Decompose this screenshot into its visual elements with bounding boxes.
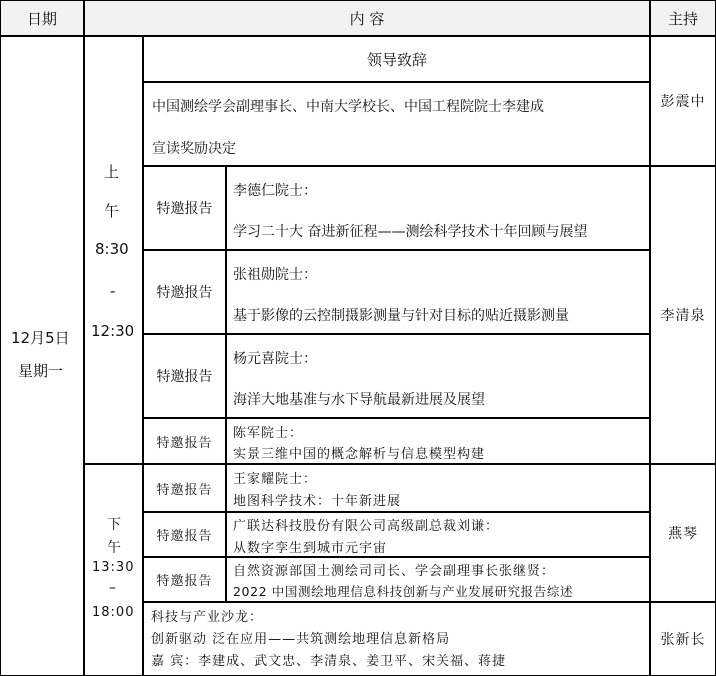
date-cell (0, 36, 84, 676)
afternoon-dash: – (109, 580, 116, 596)
session-detail-cell (143, 82, 650, 166)
report-topic: 2022 中国测绘地理信息科技创新与产业发展研究报告综述 (233, 584, 574, 599)
morning-dash: - (110, 282, 116, 300)
date-text: 12月5日 (11, 329, 70, 347)
report-label: 特邀报告 (143, 250, 226, 334)
report-topic: 基于影像的云控制摄影测量与针对目标的贴近摄影测量 (233, 308, 569, 324)
report-topic: 实景三维中国的概念解析与信息模型构建 (233, 447, 486, 462)
salon-line-1: 科技与产业沙龙： (151, 610, 264, 625)
host-cell: 彭震中 (650, 36, 716, 166)
report-speaker: 李德仁院士： (233, 183, 317, 199)
session-line-2: 宣读奖励决定 (152, 141, 236, 157)
report-label: 特邀报告 (143, 557, 226, 602)
report-label: 特邀报告 (143, 464, 226, 512)
report-label: 特邀报告 (143, 418, 226, 464)
morning-time-cell (84, 36, 143, 464)
report-speaker: 王家耀院士： (233, 472, 318, 487)
report-speaker: 陈军院士： (233, 426, 304, 441)
report-content (226, 166, 650, 250)
afternoon-label-2: 午 (107, 540, 121, 556)
session-title-cell (143, 36, 650, 82)
host-cell: 燕琴 (650, 464, 716, 602)
report-content (226, 557, 650, 602)
afternoon-start: 13:30 (92, 560, 135, 575)
afternoon-time-cell (84, 464, 143, 676)
session-title: 领导致辞 (367, 51, 428, 69)
report-label: 特邀报告 (143, 166, 226, 250)
afternoon-label-1: 下 (107, 517, 121, 533)
report-content (226, 464, 650, 512)
morning-label-2: 午 (104, 202, 120, 220)
host-cell: 张新长 (650, 602, 716, 676)
report-content (226, 250, 650, 334)
report-content (226, 334, 650, 418)
afternoon-end: 18:00 (92, 605, 135, 620)
report-speaker: 杨元喜院士： (233, 351, 317, 367)
header-date: 日期 (0, 0, 84, 36)
session-line-1: 中国测绘学会副理事长、中南大学校长、中国工程院院士李建成 (152, 99, 544, 115)
report-topic: 从数字孪生到城市元宇宙 (233, 541, 388, 556)
report-content (226, 512, 650, 557)
weekday-text: 星期一 (18, 362, 64, 380)
report-label: 特邀报告 (143, 334, 226, 418)
report-content (226, 418, 650, 464)
report-speaker: 自然资源部国土测绘司司长、学会副理事长张继贤： (233, 564, 556, 579)
report-speaker: 广联达科技股份有限公司高级副总裁刘谦： (233, 519, 500, 534)
morning-end: 12:30 (91, 322, 135, 340)
host-cell: 李清泉 (650, 166, 716, 464)
salon-line-2: 创新驱动 泛在应用——共筑测绘地理信息新格局 (151, 632, 451, 647)
morning-label-1: 上 (104, 163, 120, 181)
report-speaker: 张祖勋院士： (233, 267, 317, 283)
header-host: 主持 (650, 0, 716, 36)
header-content: 内 容 (84, 0, 650, 36)
salon-cell (143, 602, 650, 676)
report-topic: 海洋大地基准与水下导航最新进展及展望 (233, 392, 485, 408)
salon-line-3: 嘉 宾：李建成、武文忠、李清泉、姜卫平、宋关福、蒋捷 (151, 654, 507, 669)
morning-start: 8:30 (95, 240, 129, 258)
report-topic: 地图科学技术：十年新进展 (233, 494, 402, 509)
report-label: 特邀报告 (143, 512, 226, 557)
report-topic: 学习二十大 奋进新征程——测绘科学技术十年回顾与展望 (233, 224, 588, 240)
